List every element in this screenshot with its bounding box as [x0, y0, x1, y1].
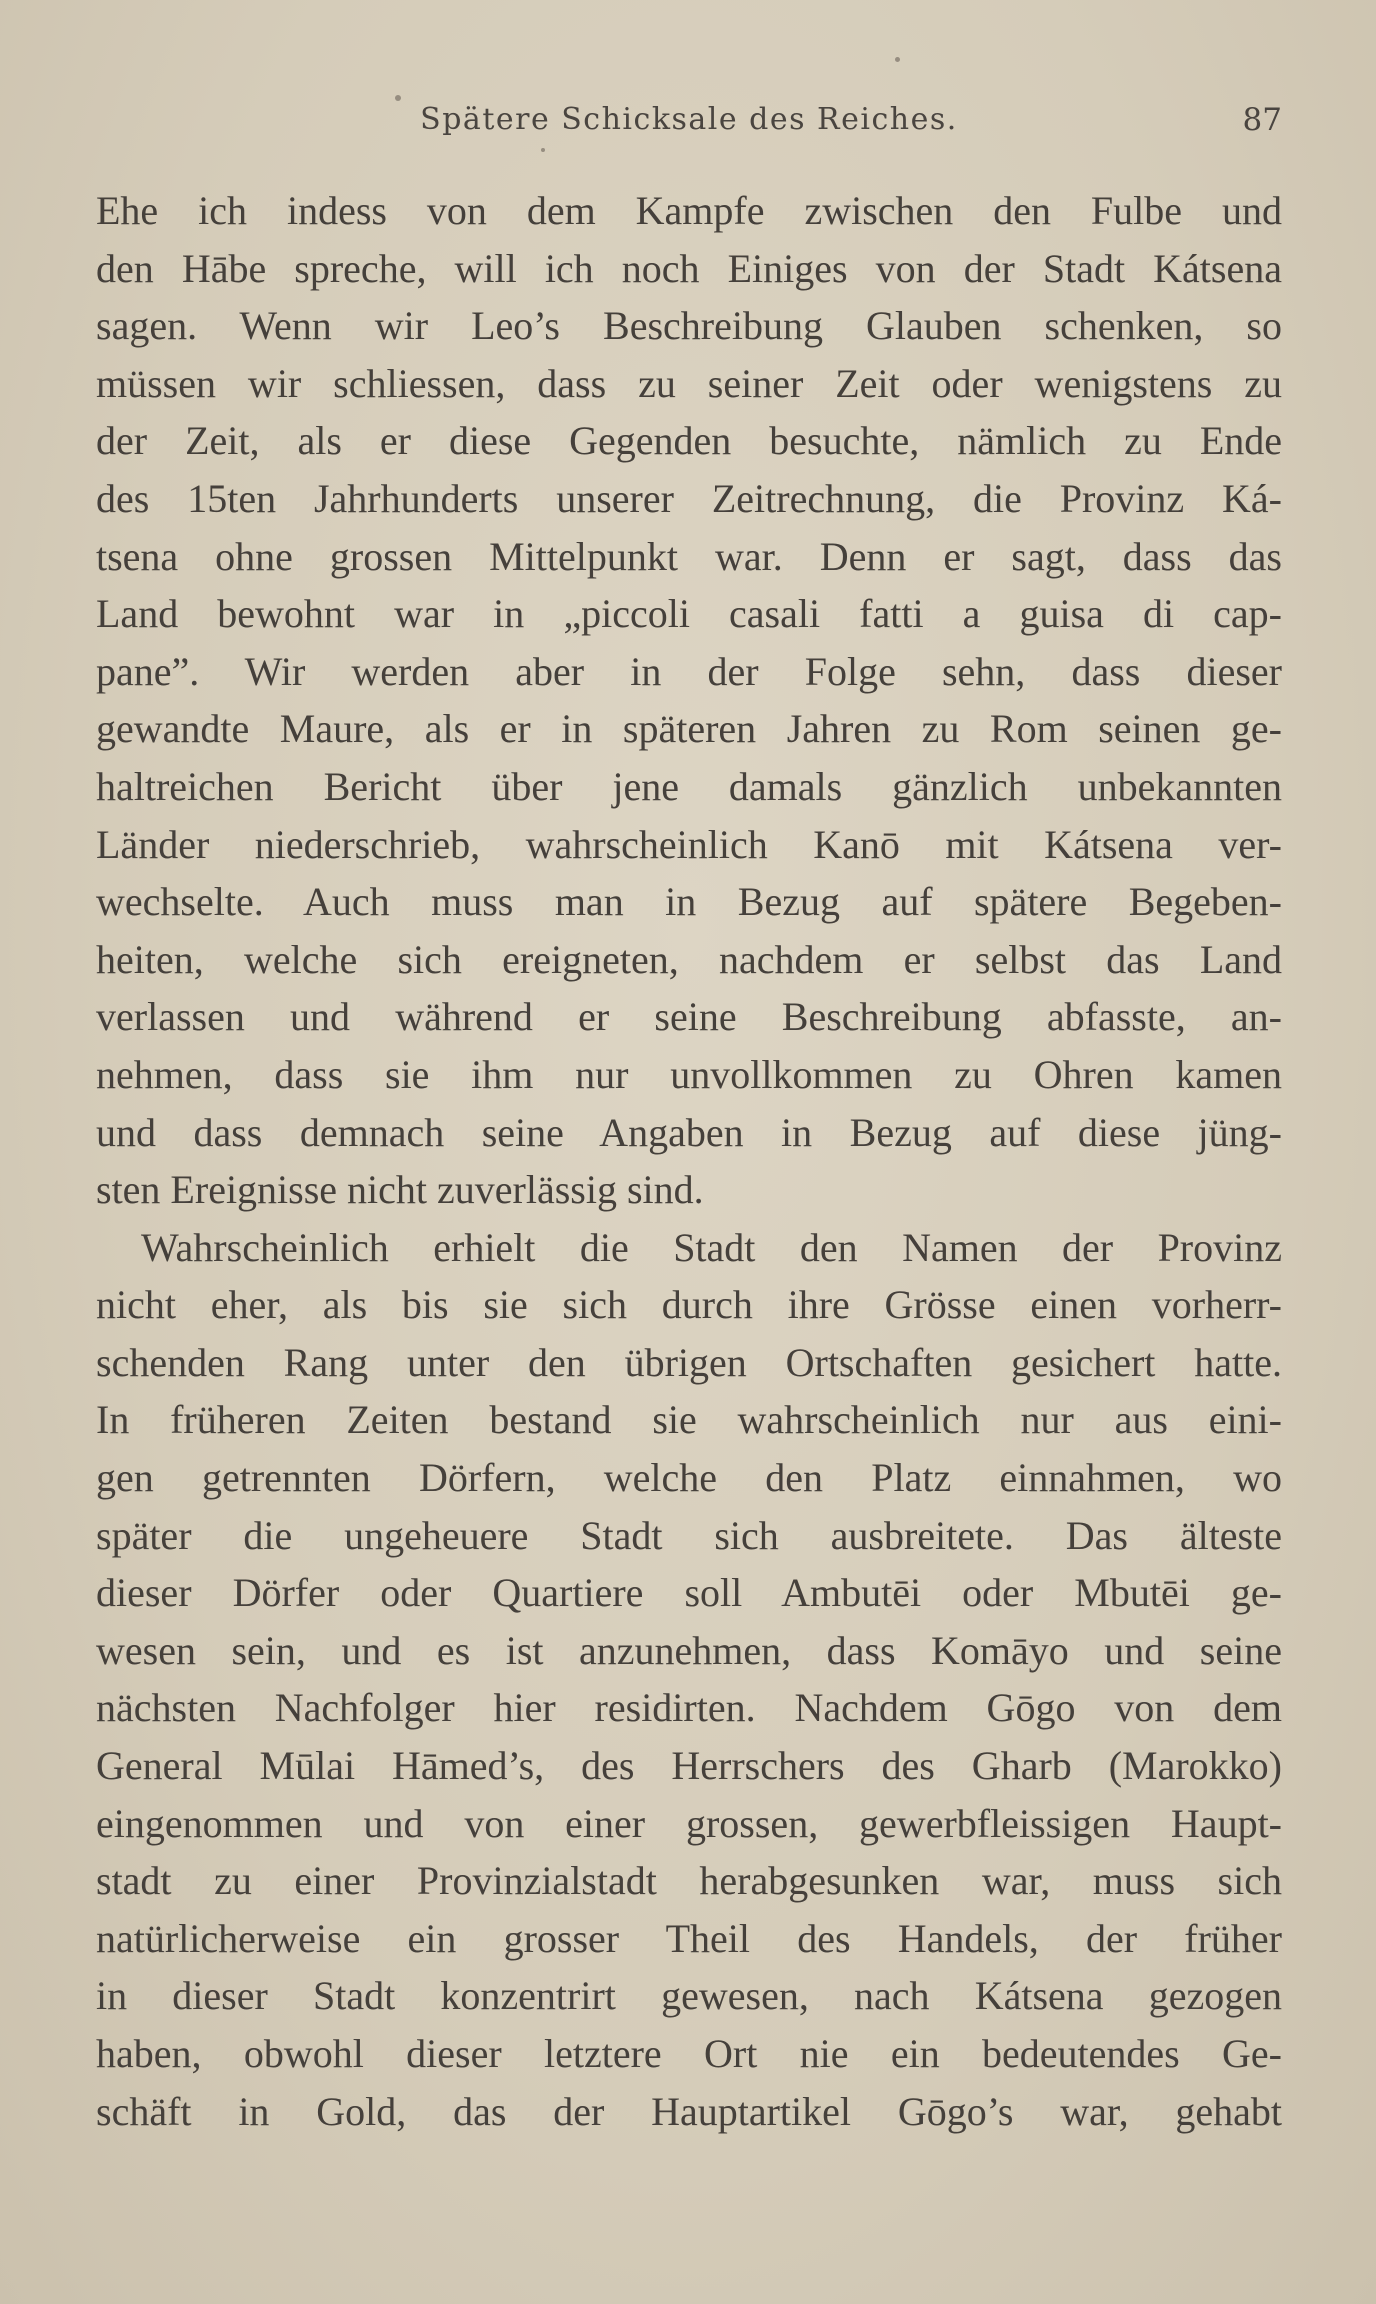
text-line: des 15ten Jahrhunderts unserer Zeitrechnung, die Provinz Ká- — [96, 475, 1282, 521]
text-line: schenden Rang unter den übrigen Ortschaften gesichert hatte. — [96, 1339, 1282, 1385]
text-line: sten Ereignisse nicht zuverlässig sind. — [96, 1167, 704, 1213]
text-line: der Zeit, als er diese Gegenden besuchte, nämlich zu Ende — [96, 418, 1282, 464]
text-line: In früheren Zeiten bestand sie wahrscheinlich nur aus eini- — [96, 1397, 1282, 1443]
paragraph — [96, 1219, 1282, 2141]
text-line: sagen. Wenn wir Leo’s Beschreibung Glauben schenken, so — [96, 303, 1282, 349]
text-line: Wahrscheinlich erhielt die Stadt den Namen der Provinz — [141, 1224, 1282, 1270]
text-line: natürlicherweise ein grosser Theil des Handels, der früher — [96, 1915, 1282, 1961]
text-line: später die ungeheuere Stadt sich ausbreitete. Das älteste — [96, 1512, 1282, 1558]
text-line: Land bewohnt war in „piccoli casali fatti a guisa di cap- — [96, 591, 1282, 637]
text-line: wesen sein, und es ist anzunehmen, dass Komāyo und seine — [96, 1627, 1282, 1673]
text-line: schäft in Gold, das der Hauptartikel Gōgo’s war, gehabt — [96, 2088, 1282, 2134]
text-line: gewandte Maure, als er in späteren Jahren zu Rom seinen ge- — [96, 706, 1282, 752]
text-line: den Hābe spreche, will ich noch Einiges von der Stadt Kátsena — [96, 245, 1282, 291]
text-line: nicht eher, als bis sie sich durch ihre Grösse einen vorherr- — [96, 1282, 1282, 1328]
text-line: haben, obwohl dieser letztere Ort nie ein bedeutendes Ge- — [96, 2031, 1282, 2076]
running-title: Spätere Schicksale des Reiches. — [420, 102, 958, 137]
page-number: 87 — [1242, 102, 1282, 138]
text-line: tsena ohne grossen Mittelpunkt war. Denn er sagt, dass das — [96, 533, 1282, 579]
text-line: verlassen und während er seine Beschreibung abfasste, an- — [96, 994, 1282, 1040]
text-line: Ehe ich indess von dem Kampfe zwischen den Fulbe und — [96, 188, 1282, 233]
text-line: stadt zu einer Provinzialstadt herabgesunken war, muss sich — [96, 1858, 1282, 1904]
text-line: eingenommen und von einer grossen, gewerbfleissigen Haupt- — [96, 1800, 1282, 1846]
text-line: wechselte. Auch muss man in Bezug auf spätere Begeben- — [96, 879, 1282, 925]
text-line: müssen wir schliessen, dass zu seiner Zeit oder wenigstens zu — [96, 360, 1282, 406]
text-line: in dieser Stadt konzentrirt gewesen, nach Kátsena gezogen — [96, 1973, 1282, 2019]
ink-speck — [895, 57, 900, 62]
ink-speck — [395, 95, 401, 101]
text-line: Länder niederschrieb, wahrscheinlich Kanō mit Kátsena ver- — [96, 821, 1282, 867]
body-text — [96, 182, 1282, 2140]
text-line: pane”. Wir werden aber in der Folge sehn, dass dieser — [96, 648, 1282, 694]
text-line: haltreichen Bericht über jene damals gänzlich unbekannten — [96, 763, 1282, 809]
text-line: gen getrennten Dörfern, welche den Platz einnahmen, wo — [96, 1455, 1282, 1501]
text-line: heiten, welche sich ereigneten, nachdem er selbst das Land — [96, 936, 1282, 982]
text-line: und dass demnach seine Angaben in Bezug auf diese jüng- — [96, 1109, 1282, 1155]
text-line: General Mūlai Hāmed’s, des Herrschers des Gharb (Marokko) — [96, 1743, 1282, 1789]
text-line: dieser Dörfer oder Quartiere soll Ambutēi oder Mbutēi ge- — [96, 1570, 1282, 1616]
text-line: nehmen, dass sie ihm nur unvollkommen zu Ohren kamen — [96, 1051, 1282, 1097]
page-header — [96, 102, 1282, 152]
text-line: nächsten Nachfolger hier residirten. Nachdem Gōgo von dem — [96, 1685, 1282, 1731]
paragraph — [96, 182, 1282, 1219]
